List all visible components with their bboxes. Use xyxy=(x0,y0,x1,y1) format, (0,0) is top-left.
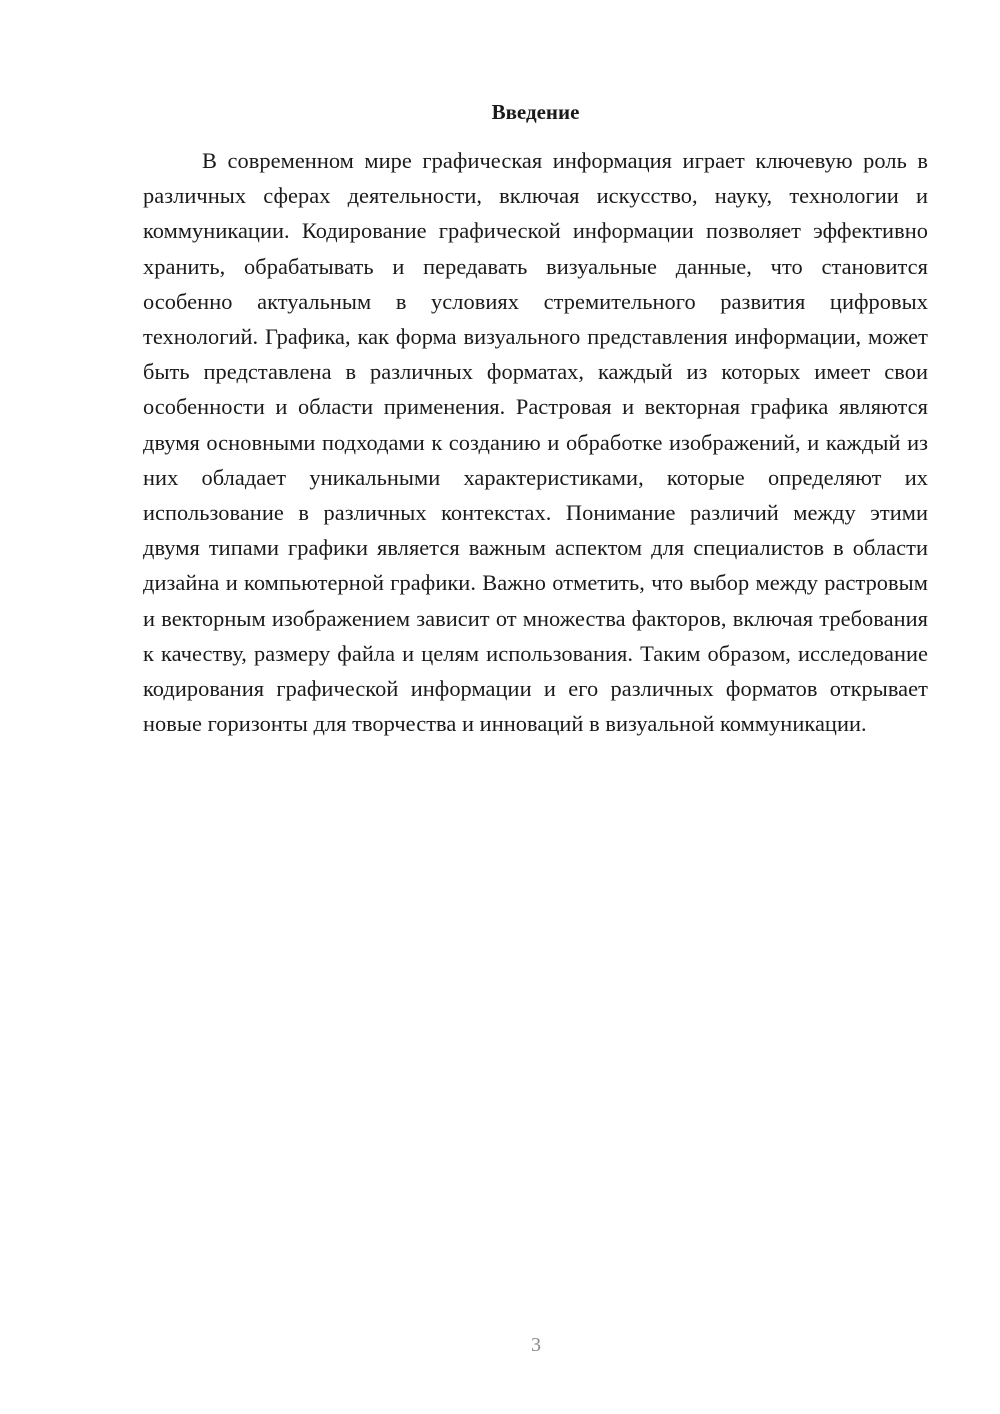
body-paragraph: В современном мире графическая информация играет ключевую роль в различных сферах деятельности, включая искусство, науку, технологии и коммуникации. Кодирование графической информации позволяет эффективно хранить, обрабатывать и передавать визуальные данные, что становится особенно актуальным в условиях стремительного развития цифровых технологий. Графика, как форма визуального представления информации, может быть представлена в различных форматах, каждый из которых имеет свои особенности и области применения. Растровая и векторная графика являются двумя основными подходами к созданию и обработке изображений, и каждый из них обладает уникальными характеристиками, которые определяют их использование в различных контекстах. Понимание различий между этими двумя типами графики является важным аспектом для специалистов в области дизайна и компьютерной графики. Важно отметить, что выбор между растровым и векторным изображением зависит от множества факторов, включая требования к качеству, размеру файла и целям использования. Таким образом, исследование кодирования графической информации и его различных форматов открывает новые горизонты для творчества и инноваций в визуальной коммуникации. xyxy=(143,148,928,737)
page-number: 3 xyxy=(531,1334,541,1356)
section-heading: Введение xyxy=(491,100,580,124)
